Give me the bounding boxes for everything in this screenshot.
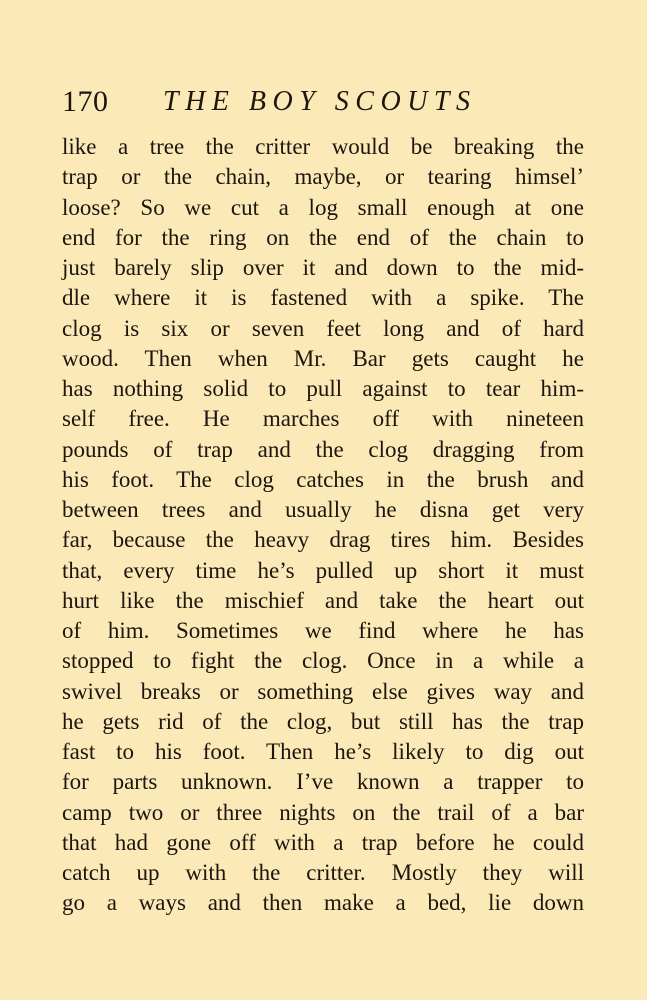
- book-title: THE BOY SCOUTS: [163, 86, 477, 117]
- text-line: like a tree the critter would be breaking the: [62, 134, 584, 159]
- text-line: that had gone off with a trap before he could: [62, 829, 584, 855]
- text-line: just barely slip over it and down to the mid-: [62, 255, 584, 280]
- body-text: [62, 132, 584, 919]
- text-line: go a ways and then make a bed, lie down: [62, 890, 584, 916]
- text-line: fast to his foot. Then he’s likely to dig out: [62, 739, 584, 764]
- text-line: he gets rid of the clog, but still has the trap: [62, 708, 584, 734]
- text-line: clog is six or seven feet long and of hard: [62, 315, 584, 341]
- text-line: of him. Sometimes we find where he has: [62, 618, 584, 643]
- text-line: self free. He marches off with nineteen: [62, 406, 584, 432]
- text-line: that, every time he’s pulled up short it must: [62, 557, 584, 583]
- text-line: end for the ring on the end of the chain to: [62, 224, 584, 250]
- text-line: loose? So we cut a log small enough at one: [62, 194, 584, 220]
- running-head: [62, 82, 584, 122]
- text-line: dle where it is fastened with a spike. The: [62, 285, 584, 311]
- text-line: pounds of trap and the clog dragging from: [62, 436, 584, 462]
- text-line: for parts unknown. I’ve known a trapper to: [62, 769, 584, 795]
- text-line: camp two or three nights on the trail of a bar: [62, 799, 584, 825]
- page-number: 170: [62, 85, 109, 118]
- text-line: between trees and usually he disna get very: [62, 497, 584, 522]
- text-line: stopped to fight the clog. Once in a while a: [62, 648, 584, 674]
- text-line: hurt like the mischief and take the heart out: [62, 587, 584, 613]
- text-line: his foot. The clog catches in the brush and: [62, 466, 584, 492]
- text-line: has nothing solid to pull against to tear him-: [62, 376, 584, 401]
- text-line: catch up with the critter. Mostly they will: [62, 860, 584, 885]
- text-line: wood. Then when Mr. Bar gets caught he: [62, 345, 584, 371]
- text-line: trap or the chain, maybe, or tearing himsel’: [62, 164, 584, 190]
- text-line: swivel breaks or something else gives way and: [62, 678, 584, 704]
- text-line: far, because the heavy drag tires him. Besides: [62, 527, 584, 553]
